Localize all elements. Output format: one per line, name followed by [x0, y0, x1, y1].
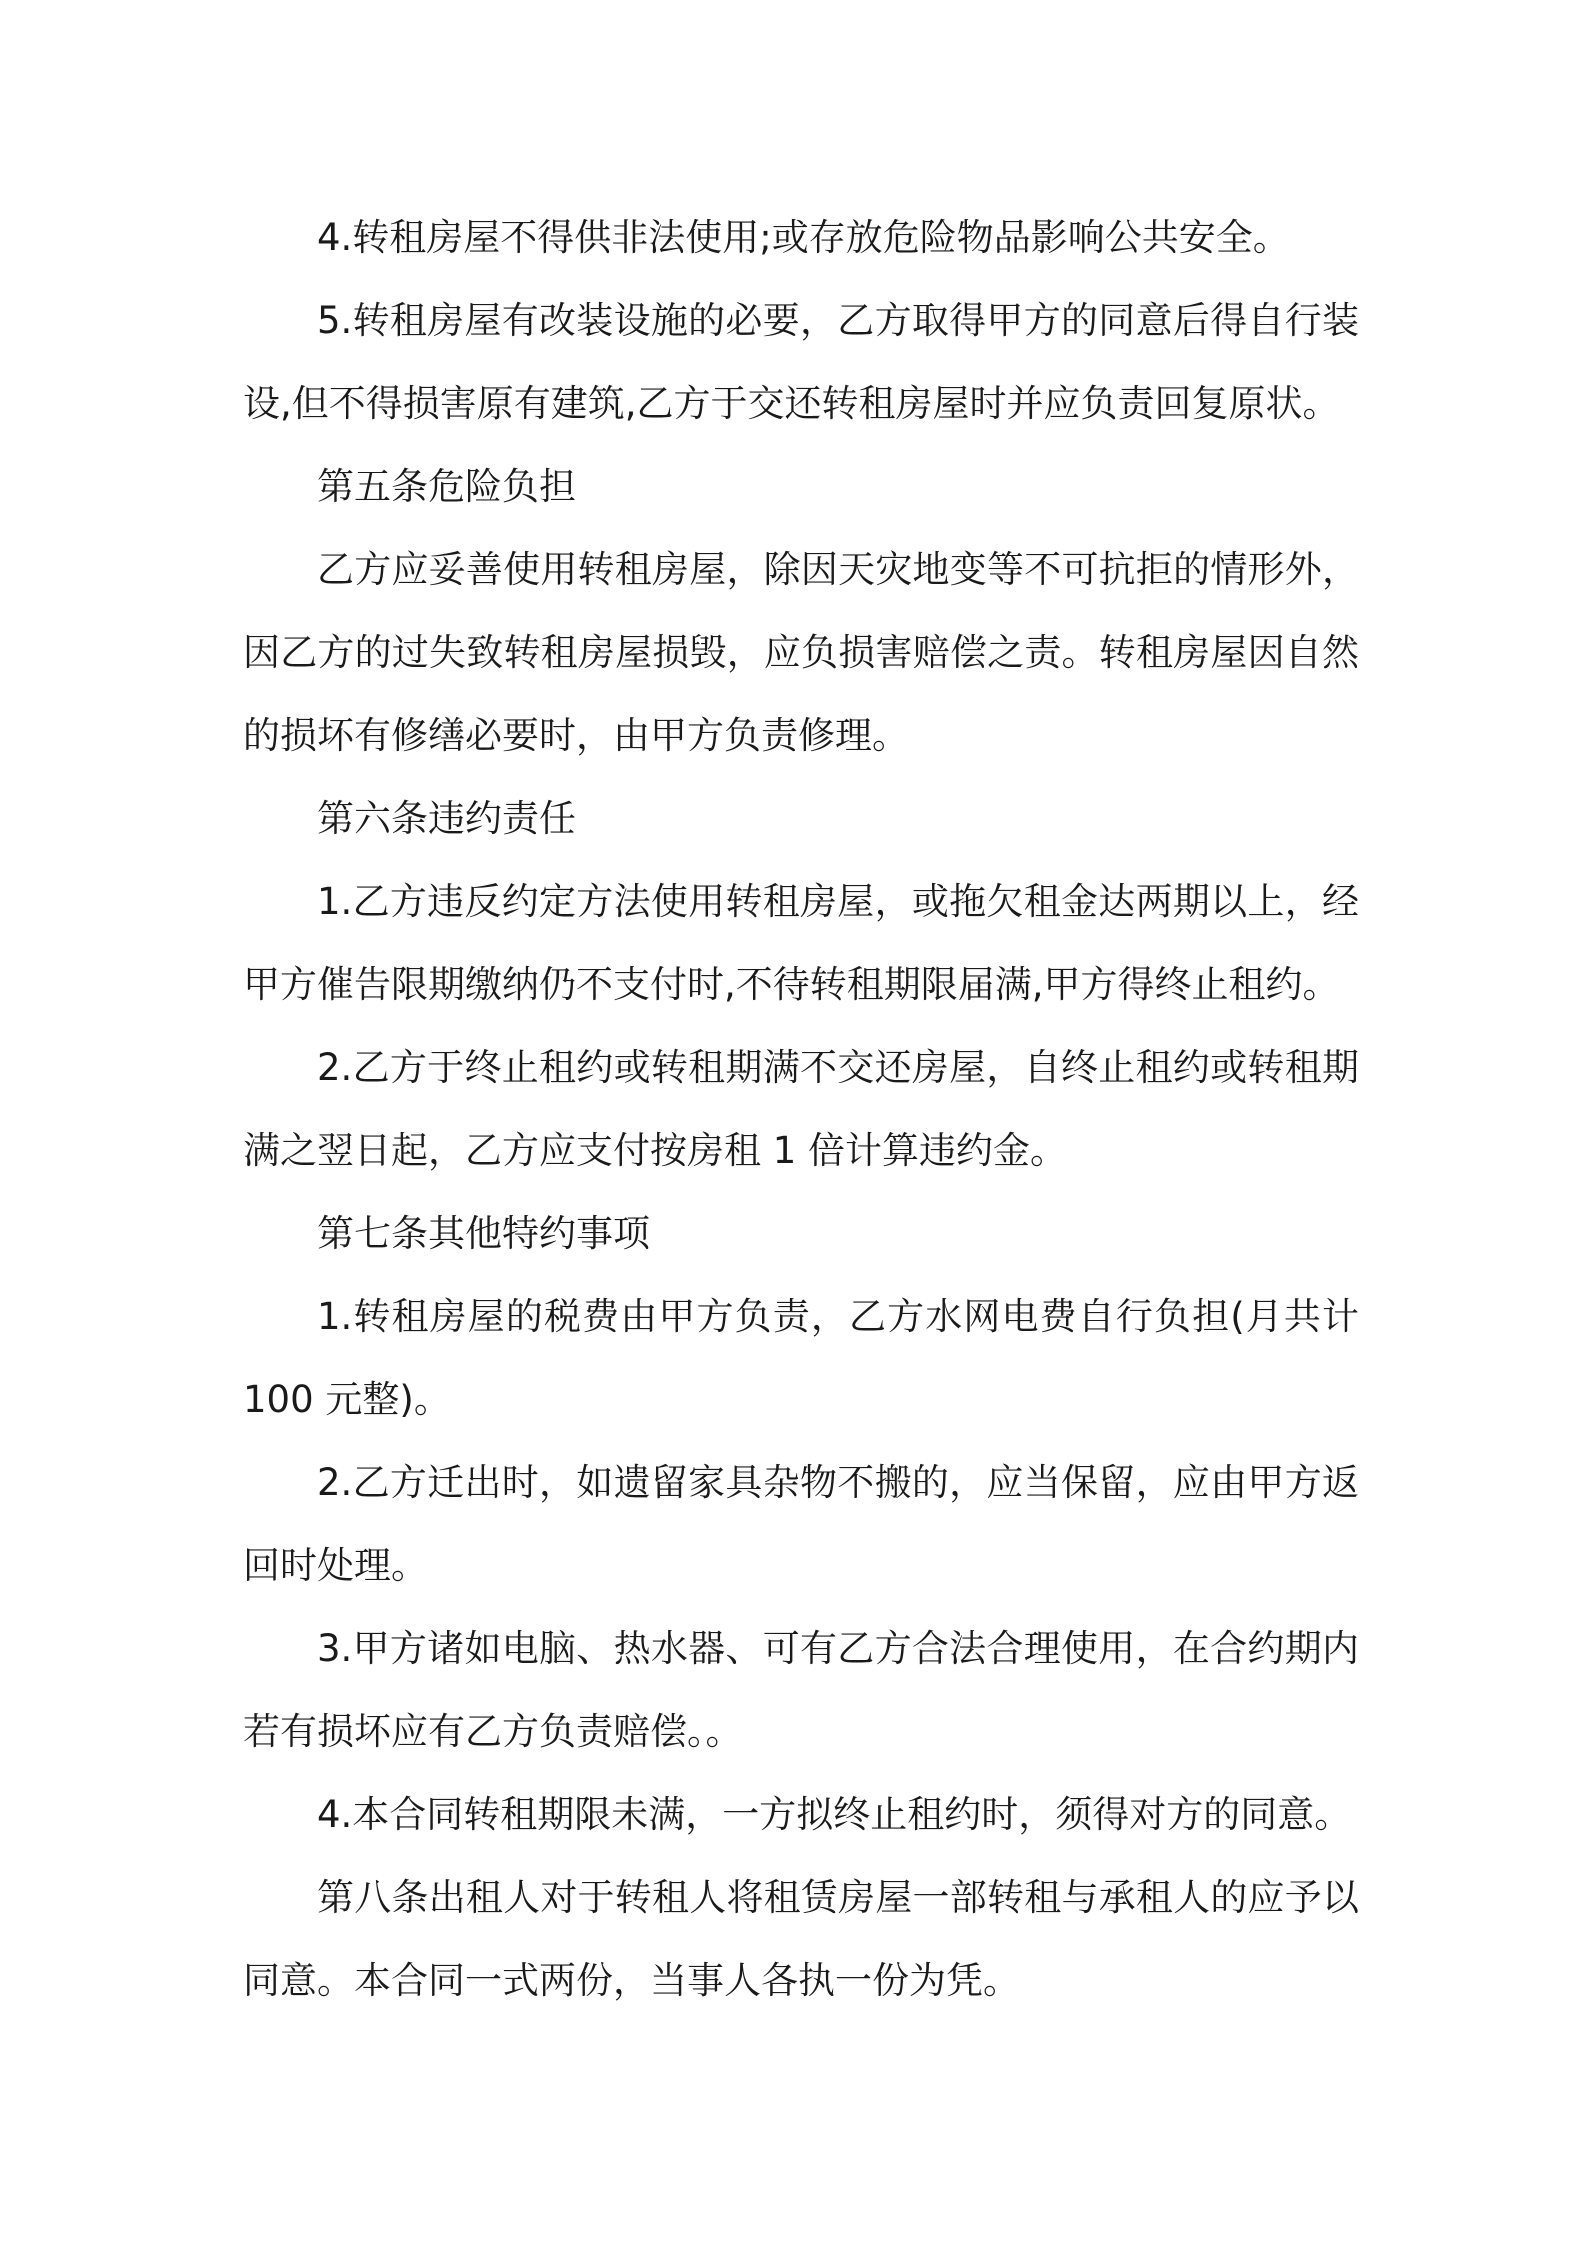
paragraph-clause-5: 5.转租房屋有改装设施的必要，乙方取得甲方的同意后得自行装设,但不得损害原有建筑,乙方于交还转租房屋时并应负责回复原状。 [243, 299, 1359, 425]
paragraph-special-1: 1.转租房屋的税费由甲方负责，乙方水网电费自行负担(月共计 100 元整)。 [243, 1295, 1359, 1421]
heading-article-6: 第六条违约责任 [317, 797, 576, 840]
document-body [243, 196, 1359, 2022]
paragraph-risk-burden: 乙方应妥善使用转租房屋，除因天灾地变等不可抗拒的情形外，因乙方的过失致转租房屋损毁，应负损害赔偿之责。转租房屋因自然的损坏有修缮必要时，由甲方负责修理。 [243, 548, 1359, 757]
paragraph-special-3: 3.甲方诸如电脑、热水器、可有乙方合法合理使用，在合约期内若有损坏应有乙方负责赔偿。。 [243, 1627, 1359, 1753]
heading-article-5: 第五条危险负担 [317, 465, 576, 508]
paragraph-breach-1: 1.乙方违反约定方法使用转租房屋，或拖欠租金达两期以上，经甲方催告限期缴纳仍不支付时,不待转租期限届满,甲方得终止租约。 [243, 880, 1359, 1006]
paragraph-special-2: 2.乙方迁出时，如遗留家具杂物不搬的，应当保留，应由甲方返回时处理。 [243, 1461, 1359, 1587]
heading-article-7: 第七条其他特约事项 [317, 1212, 650, 1255]
paragraph-special-4: 4.本合同转租期限未满，一方拟终止租约时，须得对方的同意。 [317, 1793, 1352, 1836]
paragraph-clause-4: 4.转租房屋不得供非法使用;或存放危险物品影响公共安全。 [317, 216, 1290, 259]
paragraph-breach-2: 2.乙方于终止租约或转租期满不交还房屋，自终止租约或转租期满之翌日起，乙方应支付按房租 1 倍计算违约金。 [243, 1046, 1359, 1172]
paragraph-article-8: 第八条出租人对于转租人将租赁房屋一部转租与承租人的应予以同意。本合同一式两份，当事人各执一份为凭。 [243, 1876, 1359, 2002]
